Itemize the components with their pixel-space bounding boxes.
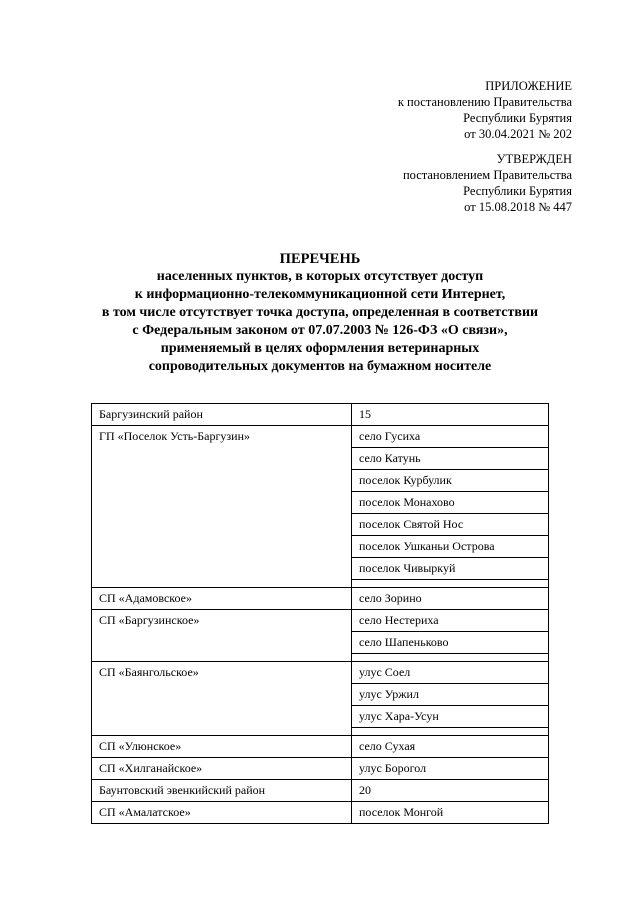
appendix-block [398, 78, 572, 142]
table-row [92, 404, 549, 426]
settlement-cell: поселок Святой Нос [352, 514, 549, 536]
approved-block [403, 151, 572, 215]
settlement-cell: поселок Ушканьи Острова [352, 536, 549, 558]
document-title [40, 250, 600, 376]
settlement-cell: 15 [352, 404, 549, 426]
table-row [92, 736, 549, 758]
table-row [92, 426, 549, 448]
settlements-table [91, 403, 549, 824]
title-line: применяемый в целях оформления ветеринарных [160, 341, 480, 356]
appendix-line: Республики Бурятия [463, 111, 572, 125]
appendix-line: ПРИЛОЖЕНИЕ [485, 79, 572, 93]
district-cell: СП «Хилганайское» [92, 758, 352, 780]
table-row [92, 662, 549, 684]
settlement-cell: улус Борогол [352, 758, 549, 780]
settlement-cell: село Зорино [352, 588, 549, 610]
settlement-cell: поселок Чивыркуй [352, 558, 549, 580]
district-cell: СП «Амалатское» [92, 802, 352, 824]
district-cell: ГП «Поселок Усть-Баргузин» [92, 426, 352, 588]
settlement-cell: поселок Монахово [352, 492, 549, 514]
table-row [92, 610, 549, 632]
settlement-cell: село Сухая [352, 736, 549, 758]
table-row [92, 588, 549, 610]
title-line: населенных пунктов, в которых отсутствует доступ [156, 269, 484, 284]
title-line: с Федеральным законом от 07.07.2003 № 126-ФЗ «О связи», [132, 323, 508, 338]
approved-line: Республики Бурятия [463, 184, 572, 198]
table-row [92, 780, 549, 802]
empty-cell [352, 654, 549, 662]
district-cell: СП «Улюнское» [92, 736, 352, 758]
district-cell: Баргузинский район [92, 404, 352, 426]
settlement-cell: улус Уржил [352, 684, 549, 706]
settlement-cell: поселок Курбулик [352, 470, 549, 492]
settlement-cell: село Катунь [352, 448, 549, 470]
settlement-cell: поселок Монгой [352, 802, 549, 824]
settlement-cell: улус Соел [352, 662, 549, 684]
settlement-cell: село Гусиха [352, 426, 549, 448]
settlements-table-body [92, 404, 549, 824]
empty-cell [352, 728, 549, 736]
table-row [92, 758, 549, 780]
title-line: сопроводительных документов на бумажном носителе [148, 359, 492, 374]
appendix-line: от 30.04.2021 № 202 [464, 127, 572, 141]
empty-cell [352, 580, 549, 588]
district-cell: СП «Адамовское» [92, 588, 352, 610]
approved-line: постановлением Правительства [402, 168, 572, 182]
district-cell: СП «Баянгольское» [92, 662, 352, 736]
approved-line: от 15.08.2018 № 447 [464, 200, 572, 214]
settlement-cell: село Нестериха [352, 610, 549, 632]
title-line: к информационно-телекоммуникационной сети Интернет, [134, 287, 506, 302]
settlement-cell: село Шапеньково [352, 632, 549, 654]
title-line: в том числе отсутствует точка доступа, определенная в соответствии [101, 305, 539, 320]
approved-line: УТВЕРЖДЕН [496, 152, 572, 166]
district-cell: Баунтовский эвенкийский район [92, 780, 352, 802]
title-heading: ПЕРЕЧЕНЬ [279, 251, 361, 267]
settlement-cell: 20 [352, 780, 549, 802]
district-cell: СП «Баргузинское» [92, 610, 352, 662]
table-row [92, 802, 549, 824]
settlement-cell: улус Хара-Усун [352, 706, 549, 728]
appendix-line: к постановлению Правительства [397, 95, 572, 109]
